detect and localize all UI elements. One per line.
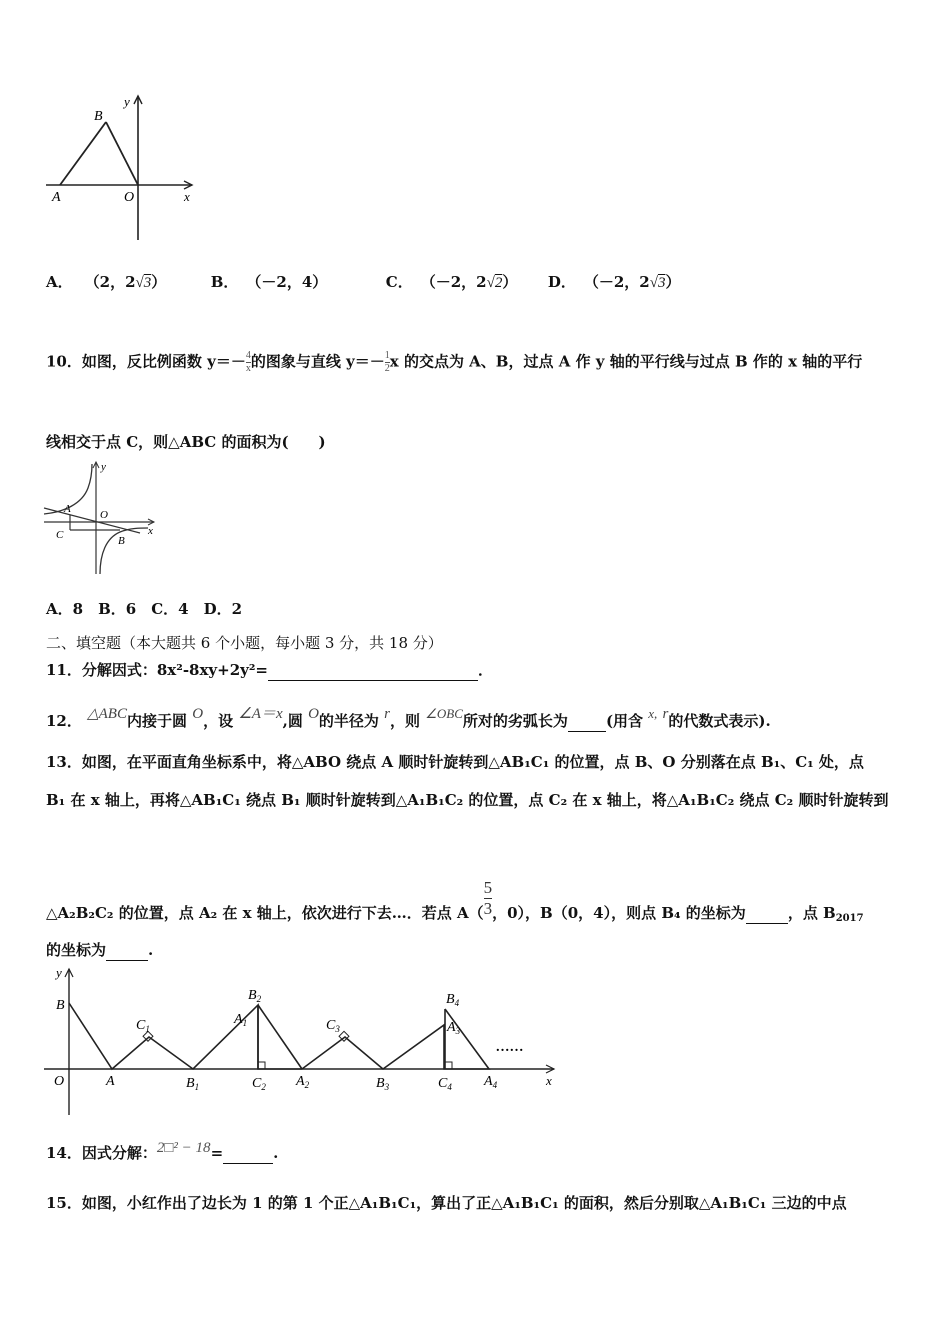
fig3-label-A2: $A_2$ bbox=[296, 1074, 310, 1090]
fig3-label-y: y bbox=[56, 965, 62, 980]
option-d-sqrt: √3 bbox=[649, 275, 666, 291]
q13-line4 bbox=[46, 940, 153, 961]
option-b-label: B． bbox=[210, 273, 239, 291]
q11-period: ． bbox=[478, 661, 494, 679]
option-a-sqrt: √3 bbox=[135, 275, 152, 291]
q13-text-c: ，点 B bbox=[787, 904, 836, 922]
q12-O2: O bbox=[308, 706, 319, 722]
q14-answer-blank[interactable] bbox=[223, 1143, 273, 1164]
segment-BO bbox=[106, 122, 138, 185]
option-c-close: ） bbox=[502, 273, 518, 291]
q12-t4: 的半径为 bbox=[318, 712, 379, 730]
option-c-sqrt: √2 bbox=[486, 275, 503, 291]
fig2-label-A: A bbox=[64, 503, 71, 515]
q10-frac-4-over-x: $\frac{4}{x}$ bbox=[245, 350, 251, 374]
q13-frac-5-over-3: $\frac{5}{3}$ bbox=[483, 878, 493, 918]
fig3-label-A3: $A_3$ bbox=[447, 1020, 461, 1036]
q10-text-b: 的图象与直线 y＝－ bbox=[250, 352, 385, 371]
option-d bbox=[548, 273, 681, 291]
q13-period: . bbox=[148, 941, 154, 959]
q12-t2: ，设 bbox=[203, 712, 234, 730]
fig3-segment-B2A2 bbox=[258, 1005, 302, 1069]
q13-text-a: △A₂B₂C₂ 的位置，点 A₂ 在 x 轴上，依次进行下去…．若点 A（ bbox=[46, 904, 484, 922]
option-b-text: （－2，4） bbox=[246, 273, 328, 291]
q12-r1: r bbox=[384, 706, 391, 722]
option-c bbox=[386, 273, 523, 291]
fig2-label-C: C bbox=[56, 529, 64, 541]
fig3-label-B4: $B_4$ bbox=[446, 992, 460, 1008]
fig3-label-C1: $C_1$ bbox=[136, 1018, 150, 1034]
q12-t6: 所对的劣弧长为 bbox=[462, 712, 568, 730]
q13-line1: 13．如图，在平面直角坐标系中，将△ABO 绕点 A 顺时针旋转到△AB₁C₁ 的位置，点 B、O 分别落在点 B₁、C₁ 处，点 bbox=[46, 753, 864, 771]
q12 bbox=[46, 704, 771, 732]
label-A: A bbox=[52, 190, 61, 205]
fig3-label-O: O bbox=[54, 1074, 65, 1089]
q12-obc: ∠OBC bbox=[425, 706, 463, 721]
option-d-text: （－2，2 bbox=[583, 273, 650, 291]
option-a-close: ） bbox=[151, 273, 167, 291]
q12-O1: O bbox=[192, 706, 204, 722]
fig3-label-C4: $C_4$ bbox=[438, 1076, 452, 1092]
option-c-label: C． bbox=[385, 273, 413, 291]
q12-t3: ,圆 bbox=[282, 712, 303, 730]
q12-t5: ，则 bbox=[390, 712, 421, 730]
fig3-label-C3: $C_3$ bbox=[326, 1018, 340, 1034]
q13-line2: B₁ 在 x 轴上，再将△AB₁C₁ 绕点 B₁ 顺时针旋转到△A₁B₁C₂ 的位置，点 C₂ 在 x 轴上，将△A₁B₁C₂ 绕点 C₂ 顺时针旋转到 bbox=[46, 791, 889, 809]
fig3-label-C2: $C_2$ bbox=[252, 1076, 266, 1092]
q14-expression: 2□² − 18 bbox=[156, 1140, 211, 1156]
hyperbola-figure bbox=[44, 458, 164, 578]
q13-line3 bbox=[46, 878, 864, 929]
q12-angle: ∠A＝x bbox=[238, 706, 283, 722]
q10-text-a: 10．如图，反比例函数 y＝－ bbox=[46, 352, 246, 371]
q10-line2: 线相交于点 C，则△ABC 的面积为( ) bbox=[46, 433, 326, 451]
fig3-label-B3: $B_3$ bbox=[376, 1076, 390, 1092]
q13-b2017-answer-blank[interactable] bbox=[106, 940, 148, 961]
q14-equals: = bbox=[210, 1144, 224, 1162]
rotating-triangles-figure bbox=[44, 965, 564, 1117]
q12-t1: 内接于圆 bbox=[126, 712, 187, 730]
q13-b4-answer-blank[interactable] bbox=[746, 903, 788, 924]
option-a-text: （2，2 bbox=[84, 273, 136, 291]
option-d-label: D． bbox=[547, 273, 576, 291]
label-y: y bbox=[124, 94, 130, 109]
fig3-label-A4: $A_4$ bbox=[484, 1074, 498, 1090]
q10-frac-1-over-2: $\frac{1}{2}$ bbox=[384, 350, 390, 374]
option-a bbox=[46, 273, 172, 291]
fig3-right-angle-c4 bbox=[445, 1062, 452, 1069]
section-2-heading: 二、填空题（本大题共 6 个小题，每小题 3 分，共 18 分） bbox=[46, 634, 443, 652]
q12-x: x, bbox=[648, 706, 658, 721]
q9-options bbox=[46, 272, 680, 293]
fig2-label-y: y bbox=[101, 461, 106, 473]
option-d-close: ） bbox=[665, 273, 681, 291]
q11 bbox=[46, 660, 493, 681]
q12-r2: r bbox=[662, 706, 669, 722]
q12-answer-blank[interactable] bbox=[568, 711, 606, 732]
fig3-right-angle-c2 bbox=[258, 1062, 265, 1069]
fig3-label-A: A bbox=[106, 1074, 115, 1089]
q13-sub-2017: 2017 bbox=[835, 913, 864, 924]
fig2-label-x: x bbox=[148, 525, 153, 537]
q14 bbox=[46, 1138, 278, 1164]
fig3-continuation-dots: …… bbox=[496, 1040, 524, 1055]
fig3-label-B1: $B_1$ bbox=[186, 1076, 200, 1092]
fig2-label-O: O bbox=[100, 509, 108, 521]
fig3-label-A1: $A_1$ bbox=[234, 1012, 248, 1028]
triangle-axes-figure bbox=[44, 92, 204, 244]
q12-number: 12． bbox=[46, 712, 82, 730]
q10-text-c: x 的交点为 A、B，过点 A 作 y 轴的平行线与过点 B 作的 x 轴的平行 bbox=[389, 352, 863, 371]
segment-AB bbox=[60, 122, 106, 185]
q14-text: 14．因式分解： bbox=[46, 1144, 157, 1162]
q14-period: . bbox=[273, 1144, 279, 1162]
fig3-label-x: x bbox=[546, 1073, 552, 1088]
fig3-label-B: B bbox=[56, 998, 65, 1013]
q15: 15．如图，小红作出了边长为 1 的第 1 个正△A₁B₁C₁，算出了正△A₁B₁C₁ 的面积，然后分别取△A₁B₁C₁ 三边的中点 bbox=[46, 1194, 847, 1212]
label-O: O bbox=[124, 190, 135, 205]
option-a-label: A． bbox=[46, 273, 73, 291]
option-b bbox=[211, 273, 333, 291]
fig2-label-B: B bbox=[118, 535, 125, 547]
q12-t8: 的代数式表示). bbox=[668, 712, 771, 730]
q12-t7: (用含 bbox=[605, 712, 644, 730]
q13-text-d: 的坐标为 bbox=[46, 941, 107, 959]
fig3-label-B2: $B_2$ bbox=[248, 988, 262, 1004]
q10-options: A．8 B．6 C．4 D．2 bbox=[46, 600, 243, 618]
q12-abc: △ABC bbox=[87, 706, 127, 722]
label-B: B bbox=[94, 109, 103, 124]
label-x: x bbox=[184, 189, 190, 204]
q13-text-b: ，0），B（0，4），则点 B₄ 的坐标为 bbox=[492, 904, 746, 922]
option-c-text: （－2，2 bbox=[420, 273, 487, 291]
q10-line1 bbox=[46, 350, 862, 375]
q11-answer-blank[interactable] bbox=[268, 660, 478, 681]
q11-text: 11．分解因式：8x²-8xy+2y²= bbox=[46, 661, 269, 679]
